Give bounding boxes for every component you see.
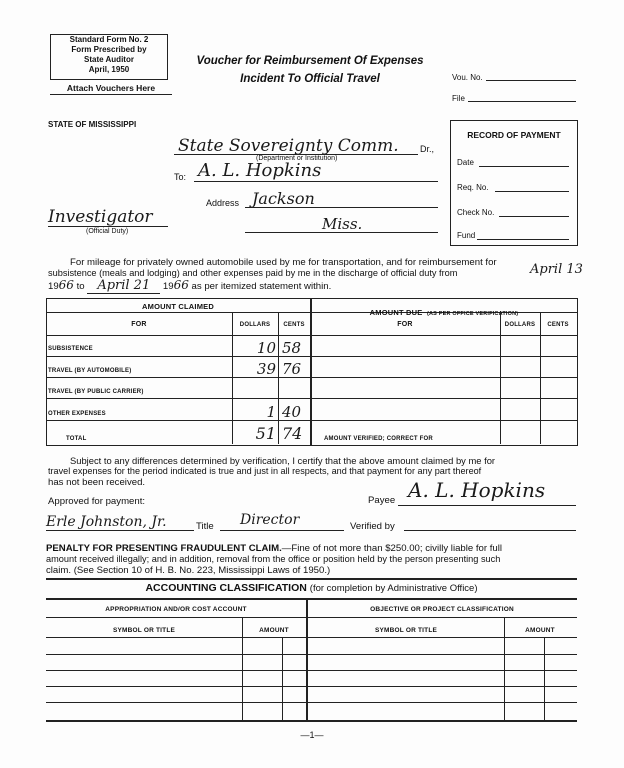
row-auto-label: TRAVEL (BY AUTOMOBILE) (48, 368, 132, 374)
amount-claimed-header: AMOUNT CLAIMED (142, 302, 214, 311)
form-auditor-line: State Auditor (84, 55, 134, 64)
row-carrier-label: TRAVEL (BY PUBLIC CARRIER) (48, 389, 144, 395)
accounting-row-rule-5 (46, 702, 577, 703)
row-rule-4 (46, 420, 577, 421)
left-amount-rule (242, 617, 243, 720)
attach-vouchers-label: Attach Vouchers Here (50, 83, 172, 95)
to-label: To: (174, 172, 187, 182)
form-prescribed-line: Form Prescribed by (71, 45, 147, 54)
year2-prefix: 19 (162, 281, 174, 292)
accounting-subheader-rule (46, 617, 577, 618)
certification-line-3: has not been received. (48, 477, 146, 488)
file-field[interactable] (468, 101, 576, 102)
voucher-number-field[interactable] (486, 80, 576, 81)
right-cents-rule (544, 637, 545, 720)
claimed-dollars-rule (232, 312, 233, 444)
year2-value: 66 (173, 278, 189, 292)
approved-label: Approved for payment: (48, 496, 146, 507)
department-suffix: Dr., (420, 144, 435, 154)
year1-prefix: 19 (48, 281, 59, 292)
statement-line-1: For mileage for privately owned automobile used by me for transportation, and for reimbursement for (70, 257, 497, 268)
claimed-cents-rule (278, 312, 279, 444)
verified-by-field[interactable] (404, 530, 576, 531)
accounting-title-rule (46, 598, 577, 600)
title-value: Director (240, 512, 300, 528)
accounting-row-rule-2 (46, 654, 577, 655)
row-rule-3 (46, 398, 577, 399)
objective-header: OBJECTIVE OR PROJECT CLASSIFICATION (370, 606, 514, 613)
accounting-title-text: ACCOUNTING CLASSIFICATION (145, 582, 307, 594)
address-label: Address (206, 198, 240, 208)
page-number: —1— (300, 730, 324, 740)
record-of-payment-box (450, 120, 578, 246)
penalty-heading: PENALTY FOR PRESENTING FRAUDULENT CLAIM. (46, 543, 282, 554)
due-dollars-rule (500, 312, 501, 444)
row-auto-cents: 76 (282, 360, 302, 378)
title-line-2: Incident To Official Travel (240, 73, 380, 85)
payment-req-field[interactable] (495, 191, 569, 192)
address-line-1 (245, 207, 438, 208)
accounting-row-rule-1 (46, 637, 577, 638)
approver-line (46, 530, 194, 531)
appropriation-header: APPROPRIATION AND/OR COST ACCOUNT (105, 606, 247, 613)
row-total-cents: 74 (282, 424, 303, 443)
statement-suffix: as per itemized statement within. (191, 281, 332, 292)
accounting-top-rule (46, 578, 577, 580)
row-rule-2 (46, 377, 577, 378)
penalty-line-3: claim. (See Section 10 of H. B. No. 223, Mississippi Laws of 1950.) (46, 565, 331, 576)
official-duty-value: Investigator (48, 207, 153, 227)
official-duty-caption: (Official Duty) (86, 228, 129, 235)
statement-line-3 (48, 280, 331, 293)
payee-name-value: A. L. Hopkins (198, 160, 322, 181)
amount-verified-label: AMOUNT VERIFIED; CORRECT FOR (324, 436, 433, 442)
title-line (220, 530, 344, 531)
payment-fund-label: Fund (457, 231, 476, 240)
title-line-1: Voucher for Reimbursement Of Expenses (196, 55, 424, 67)
left-cents-rule (282, 637, 283, 720)
penalty-line-1 (46, 543, 502, 555)
accounting-bottom-rule (46, 720, 577, 722)
payment-check-label: Check No. (457, 208, 495, 217)
title-label: Title (196, 521, 214, 532)
payment-req-label: Req. No. (457, 183, 489, 192)
right-symbol-header: SYMBOL OR TITLE (374, 627, 438, 634)
voucher-number-label: Vou. No. (452, 73, 483, 82)
state-label: STATE OF MISSISSIPPI (48, 120, 137, 129)
official-duty-line (48, 226, 168, 227)
certification-line-2: travel expenses for the period indicated is true and just in all respects, and that payment for any part thereof (48, 466, 482, 476)
verified-by-label: Verified by (350, 521, 395, 532)
amount-due-header (312, 302, 576, 320)
penalty-line-2: amount received illegally; and in addition, removal from the office or position held by the person presenting such (46, 554, 501, 564)
claimed-col-for: FOR (131, 321, 147, 328)
address-line-2 (245, 232, 438, 233)
accounting-row-rule-3 (46, 670, 577, 671)
payment-check-field[interactable] (499, 216, 569, 217)
address-state-value: Miss. (322, 215, 363, 233)
file-label: File (452, 94, 465, 103)
address-city-value: Jackson (252, 189, 315, 208)
due-col-for: FOR (397, 321, 413, 328)
row-rule-1 (46, 356, 577, 357)
form-number-box (50, 34, 168, 80)
amount-due-title: AMOUNT DUE (369, 308, 423, 317)
accounting-subtitle: (for completion by Administrative Office) (309, 583, 478, 594)
row-other-dollars: 1 (266, 403, 276, 421)
right-amount-rule (504, 617, 505, 720)
due-col-dollars: DOLLARS (504, 322, 536, 328)
row-auto-dollars: 39 (256, 360, 276, 378)
row-other-cents: 40 (282, 403, 302, 421)
right-amount-header: AMOUNT (525, 627, 555, 634)
accounting-title (46, 582, 577, 594)
payee-line (398, 505, 576, 506)
form-date-line: April, 1950 (88, 65, 130, 74)
payment-date-label: Date (457, 158, 474, 167)
row-other-label: OTHER EXPENSES (48, 411, 106, 417)
left-amount-header: AMOUNT (259, 627, 289, 634)
row-total-label: TOTAL (66, 436, 87, 442)
payee-name-line (194, 181, 438, 182)
payment-fund-field[interactable] (477, 239, 569, 240)
accounting-row-rule-4 (46, 686, 577, 687)
row-total-dollars: 51 (255, 424, 276, 443)
record-of-payment-title: RECORD OF PAYMENT (467, 130, 561, 140)
claimed-col-cents: CENTS (283, 322, 305, 328)
payment-date-field[interactable] (479, 166, 569, 167)
statement-to-date: April 21 (87, 278, 160, 294)
statement-line-2: subsistence (meals and lodging) and other expenses paid by me in the discharge of official duty from (48, 268, 458, 278)
certification-line-1: Subject to any differences determined by verification, I certify that the above amount claimed by me for (70, 455, 496, 466)
claimed-col-dollars: DOLLARS (239, 322, 271, 328)
left-symbol-header: SYMBOL OR TITLE (112, 627, 176, 634)
to-word: to (76, 281, 85, 292)
department-caption: (Department or Institution) (256, 155, 338, 162)
document-title (180, 52, 440, 88)
year1-value: 66 (58, 278, 74, 292)
form-number-line: Standard Form No. 2 (69, 35, 149, 44)
payee-label: Payee (368, 495, 396, 506)
due-col-cents: CENTS (547, 322, 569, 328)
department-value: State Sovereignty Comm. (178, 136, 399, 156)
amount-due-note: (AS PER OFFICE VERIFICATION) (426, 311, 519, 317)
row-subsistence-label: SUBSISTENCE (48, 346, 93, 352)
statement-from-date: April 13 (530, 262, 583, 277)
due-cents-rule (540, 312, 541, 444)
row-subsistence-dollars: 10 (256, 339, 276, 357)
penalty-text-1: —Fine of not more than $250.00; civilly liable for full (281, 543, 503, 554)
approver-signature: Erle Johnston, Jr. (46, 514, 167, 530)
row-subsistence-cents: 58 (282, 339, 302, 357)
payee-signature: A. L. Hopkins (408, 478, 546, 502)
